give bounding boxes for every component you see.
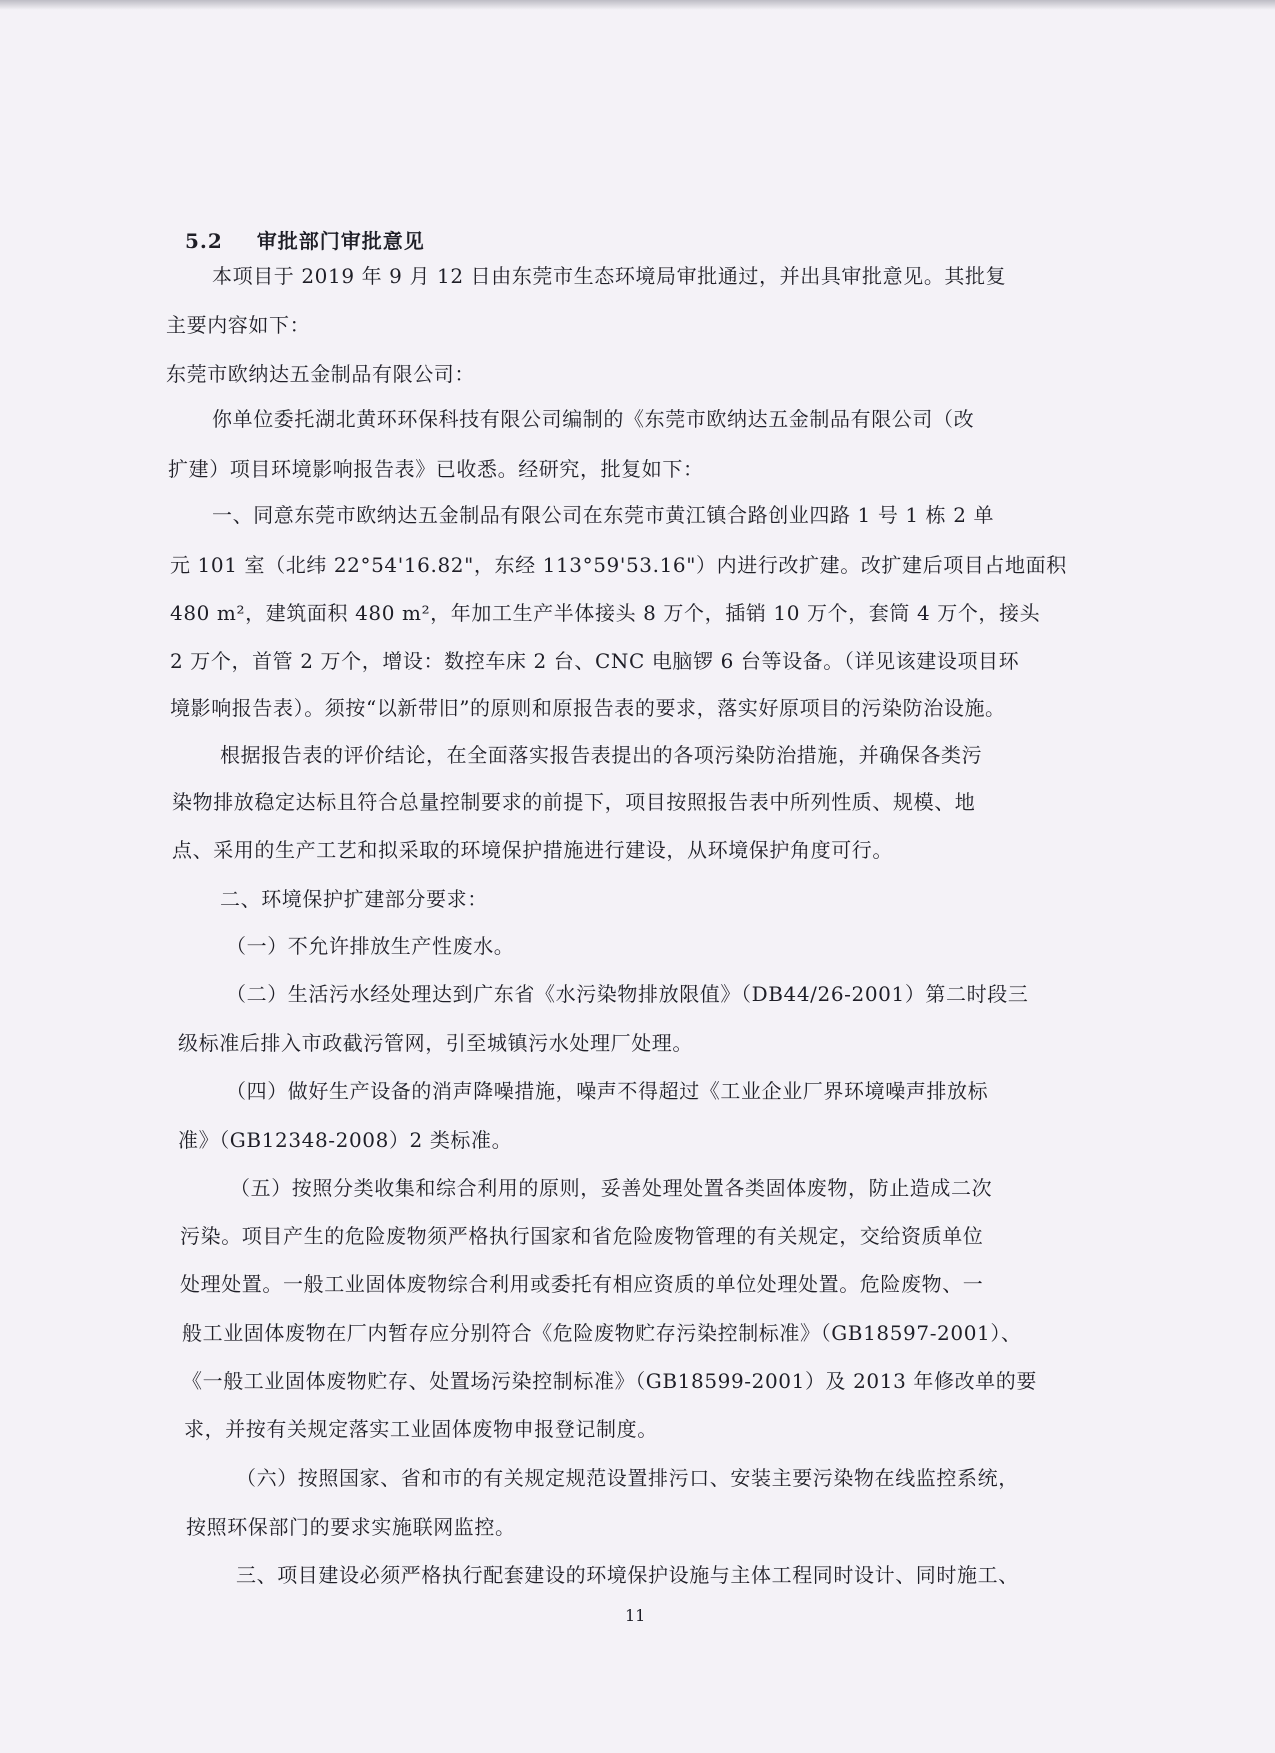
text-line: 你单位委托湖北黄环环保科技有限公司编制的《东莞市欧纳达五金制品有限公司（改 xyxy=(212,407,975,431)
page-number: 11 xyxy=(625,1606,646,1625)
text-line: 扩建）项目环境影响报告表》已收悉。经研究，批复如下： xyxy=(168,457,704,481)
text-line: 2 万个，首管 2 万个，增设：数控车床 2 台、CNC 电脑锣 6 台等设备。（详见该建设项目环 xyxy=(170,649,1020,673)
text-line: （二）生活污水经处理达到广东省《水污染物排放限值》（DB44/26-2001）第二时段三 xyxy=(226,982,1029,1006)
section-number: 5.2 xyxy=(185,229,223,253)
text-line: 按照环保部门的要求实施联网监控。 xyxy=(186,1515,516,1539)
text-line: 三、项目建设必须严格执行配套建设的环境保护设施与主体工程同时设计、同时施工、 xyxy=(236,1563,1019,1587)
text-line: 《一般工业固体废物贮存、处置场污染控制标准》（GB18599-2001）及 2013 年修改单的要 xyxy=(182,1369,1037,1393)
text-line: （一）不允许排放生产性废水。 xyxy=(226,934,515,958)
section-heading xyxy=(185,225,425,254)
text-line: 二、环境保护扩建部分要求： xyxy=(220,887,488,911)
text-line: 根据报告表的评价结论，在全面落实报告表提出的各项污染防治措施，并确保各类污 xyxy=(220,743,983,767)
text-line: 准》（GB12348-2008）2 类标准。 xyxy=(178,1128,513,1152)
text-line: （六）按照国家、省和市的有关规定规范设置排污口、安装主要污染物在线监控系统， xyxy=(236,1466,1019,1490)
section-title: 审批部门审批意见 xyxy=(256,229,425,253)
text-line: （四）做好生产设备的消声降噪措施，噪声不得超过《工业企业厂界环境噪声排放标 xyxy=(226,1079,989,1103)
text-line: 般工业固体废物在厂内暂存应分别符合《危险废物贮存污染控制标准》（GB18597-2001）、 xyxy=(182,1321,1022,1345)
text-line: 点、采用的生产工艺和拟采取的环境保护措施进行建设，从环境保护角度可行。 xyxy=(172,838,893,862)
text-line: 一、同意东莞市欧纳达五金制品有限公司在东莞市黄江镇合路创业四路 1 号 1 栋 2 单 xyxy=(212,503,995,527)
text-line: 本项目于 2019 年 9 月 12 日由东莞市生态环境局审批通过，并出具审批意见。其批复 xyxy=(212,264,1007,288)
text-line: 处理处置。一般工业固体废物综合利用或委托有相应资质的单位处理处置。危险废物、一 xyxy=(180,1272,984,1296)
text-line: 级标准后排入市政截污管网，引至城镇污水处理厂处理。 xyxy=(178,1031,693,1055)
scan-edge xyxy=(0,0,1275,10)
text-line: （五）按照分类收集和综合利用的原则，妥善处理处置各类固体废物，防止造成二次 xyxy=(230,1176,993,1200)
text-line: 污染。项目产生的危险废物须严格执行国家和省危险废物管理的有关规定，交给资质单位 xyxy=(180,1224,984,1248)
text-line: 元 101 室（北纬 22°54'16.82"，东经 113°59'53.16"）内进行改扩建。改扩建后项目占地面积 xyxy=(170,553,1067,577)
text-line: 480 m²，建筑面积 480 m²，年加工生产半体接头 8 万个，插销 10 万个，套筒 4 万个，接头 xyxy=(170,601,1041,625)
text-line: 主要内容如下： xyxy=(166,313,311,337)
text-line: 东莞市欧纳达五金制品有限公司： xyxy=(166,362,475,386)
text-line: 境影响报告表）。须按“以新带旧”的原则和原报告表的要求，落实好原项目的污染防治设施。 xyxy=(170,696,1006,720)
text-line: 染物排放稳定达标且符合总量控制要求的前提下，项目按照报告表中所列性质、规模、地 xyxy=(172,790,976,814)
text-line: 求，并按有关规定落实工业固体废物申报登记制度。 xyxy=(184,1417,658,1441)
